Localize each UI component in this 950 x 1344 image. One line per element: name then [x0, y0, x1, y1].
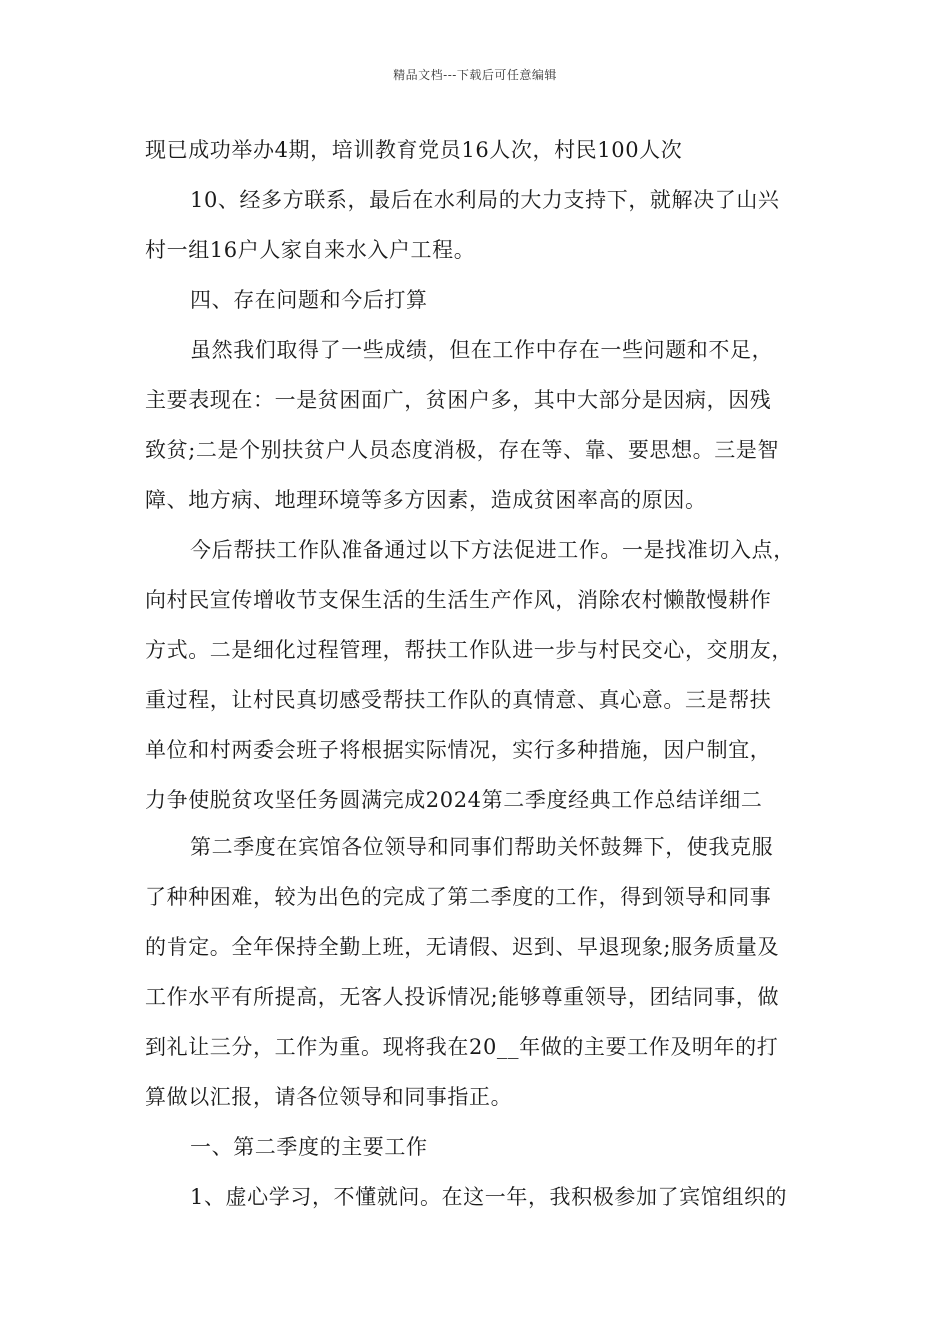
text-line: 向村民宣传增收节支保生活的生活生产作风，消除农村懒散慢耕作 [145, 588, 772, 612]
text-line: 1、虚心学习，不懂就问。在这一年，我积极参加了宾馆组织的 [190, 1185, 788, 1209]
text-line: 的肯定。全年保持全勤上班，无请假、迟到、早退现象;服务质量及 [145, 935, 780, 959]
text-line: 算做以汇报，请各位领导和同事指正。 [145, 1085, 513, 1109]
text-line: 村一组16户人家自来水入户工程。 [145, 238, 476, 262]
text-line: 工作水平有所提高，无客人投诉情况;能够尊重领导，团结同事，做 [145, 985, 780, 1009]
section-heading: 一、第二季度的主要工作 [190, 1135, 428, 1159]
text-line: 力争使脱贫攻坚任务圆满完成2024第二季度经典工作总结详细二 [145, 788, 763, 812]
text-line: 虽然我们取得了一些成绩，但在工作中存在一些问题和不足， [190, 338, 774, 362]
text-line: 到礼让三分，工作为重。现将我在20__年做的主要工作及明年的打 [145, 1035, 779, 1059]
page-header: 精品文档---下载后可任意编辑 [393, 68, 557, 82]
text-line: 重过程，让村民真切感受帮扶工作队的真情意、真心意。三是帮扶 [145, 688, 772, 712]
text-line: 障、地方病、地理环境等多方因素，造成贫困率高的原因。 [145, 488, 707, 512]
section-heading: 四、存在问题和今后打算 [190, 288, 428, 312]
text-line: 主要表现在：一是贫困面广，贫困户多，其中大部分是因病，因残 [145, 388, 772, 412]
text-line: 第二季度在宾馆各位领导和同事们帮助关怀鼓舞下，使我克服 [190, 835, 774, 859]
text-line: 方式。二是细化过程管理，帮扶工作队进一步与村民交心，交朋友， [145, 638, 793, 662]
text-line: 现已成功举办4期，培训教育党员16人次，村民100人次 [145, 138, 683, 162]
text-line: 10、经多方联系，最后在水利局的大力支持下，就解决了山兴 [190, 188, 780, 212]
text-line: 单位和村两委会班子将根据实际情况，实行多种措施，因户制宜， [145, 738, 772, 762]
text-line: 今后帮扶工作队准备通过以下方法促进工作。一是找准切入点， [190, 538, 795, 562]
text-line: 了种种困难，较为出色的完成了第二季度的工作，得到领导和同事 [145, 885, 772, 909]
text-line: 致贫;二是个别扶贫户人员态度消极，存在等、靠、要思想。三是智 [145, 438, 780, 462]
